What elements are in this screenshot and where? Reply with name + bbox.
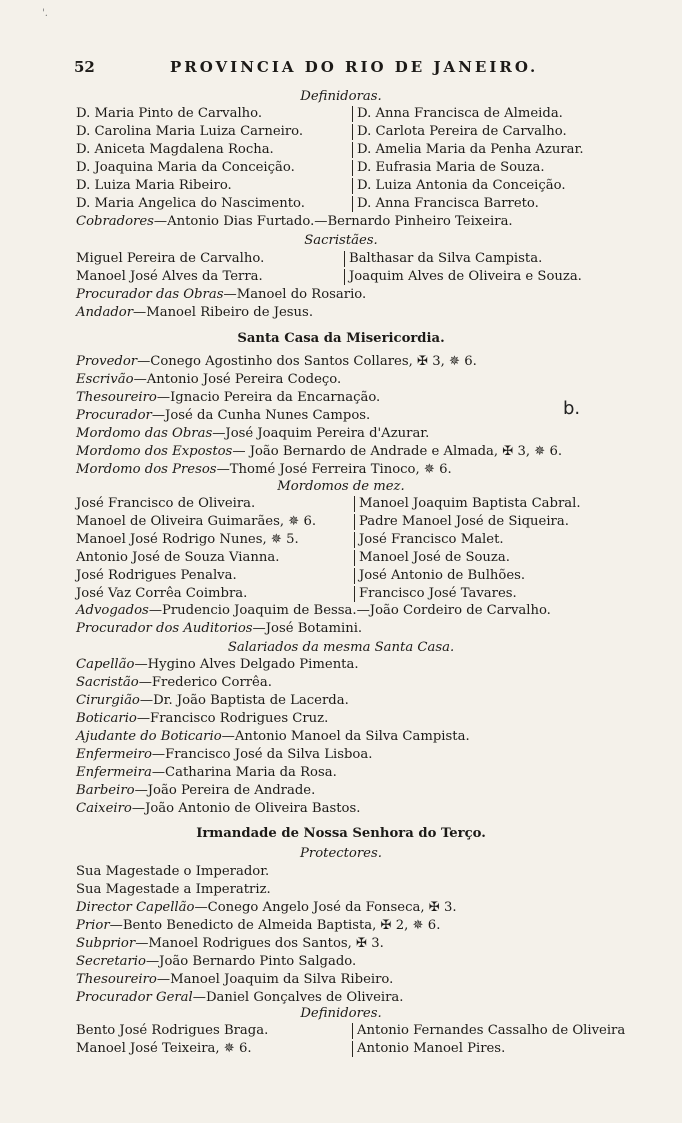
definidores-heading: Definidores. xyxy=(300,1006,382,1021)
salariados-heading: Salariados da mesma Santa Casa. xyxy=(227,640,455,655)
left-name: D. Joaquina Maria da Conceição. xyxy=(76,160,295,175)
salaried-line: Sacristão—Frederico Corrêa. xyxy=(76,675,272,690)
definidoras-heading: Definidoras. xyxy=(300,89,382,104)
definidoras-row xyxy=(76,142,656,158)
terco-heading: Irmandade de Nossa Senhora do Terço. xyxy=(196,826,486,841)
office-line: Thesoureiro—Manoel Joaquim da Silva Ribeiro. xyxy=(76,972,394,987)
page-title: PROVINCIA DO RIO DE JANEIRO. xyxy=(170,58,539,76)
right-name: D. Anna Francisca Barreto. xyxy=(352,196,539,212)
mordomos-row xyxy=(76,550,656,566)
sacristaes-row xyxy=(76,251,656,267)
left-name: Manoel José Rodrigo Nunes, ✵ 5. xyxy=(76,532,299,547)
right-name: Manoel Joaquim Baptista Cabral. xyxy=(354,496,581,512)
corner-mark: '. xyxy=(42,8,48,19)
protector-line: Sua Magestade o Imperador. xyxy=(76,864,270,879)
left-name: Antonio José de Souza Vianna. xyxy=(76,550,280,565)
sacristaes-heading: Sacristães. xyxy=(304,233,378,248)
page-header xyxy=(74,58,634,80)
left-name: Bento José Rodrigues Braga. xyxy=(76,1023,269,1038)
salaried-line: Ajudante do Boticario—Antonio Manoel da Silva Campista. xyxy=(76,729,470,744)
left-name: D. Maria Pinto de Carvalho. xyxy=(76,106,263,121)
protectores-heading: Protectores. xyxy=(300,846,382,861)
left-name: José Rodrigues Penalva. xyxy=(76,568,237,583)
page-number: 52 xyxy=(74,58,95,76)
procurador-obras-line: Procurador das Obras—Manoel do Rosario. xyxy=(76,287,367,302)
left-name: D. Aniceta Magdalena Rocha. xyxy=(76,142,274,157)
left-name: D. Maria Angelica do Nascimento. xyxy=(76,196,305,211)
salaried-line: Boticario—Francisco Rodrigues Cruz. xyxy=(76,711,329,726)
andador-line: Andador—Manoel Ribeiro de Jesus. xyxy=(76,305,314,320)
office-line: Mordomo dos Expostos— João Bernardo de Andrade e Almada, ✠ 3, ✵ 6. xyxy=(76,444,563,459)
definidoras-row xyxy=(76,178,656,194)
definidores-row xyxy=(76,1023,656,1039)
right-name: José Antonio de Bulhões. xyxy=(354,568,525,584)
office-line: Thesoureiro—Ignacio Pereira da Encarnação. xyxy=(76,390,381,405)
right-name: Francisco José Tavares. xyxy=(354,586,517,602)
right-name: Manoel José de Souza. xyxy=(354,550,510,566)
right-name: D. Luiza Antonia da Conceição. xyxy=(352,178,566,194)
santa-casa-heading: Santa Casa da Misericordia. xyxy=(237,331,445,346)
right-name: Padre Manoel José de Siqueira. xyxy=(354,514,569,530)
left-name: José Vaz Corrêa Coimbra. xyxy=(76,586,248,601)
salaried-line: Barbeiro—João Pereira de Andrade. xyxy=(76,783,316,798)
right-name: Joaquim Alves de Oliveira e Souza. xyxy=(344,269,582,285)
sacristaes-row xyxy=(76,269,656,285)
right-name: Antonio Manoel Pires. xyxy=(352,1041,505,1057)
left-name: Manoel José Alves da Terra. xyxy=(76,269,263,284)
right-name: D. Carlota Pereira de Carvalho. xyxy=(352,124,567,140)
definidoras-row xyxy=(76,196,656,212)
office-line: Mordomo dos Presos—Thomé José Ferreira Tinoco, ✵ 6. xyxy=(76,462,452,477)
office-line: Procurador—José da Cunha Nunes Campos. xyxy=(76,408,371,423)
right-name: Antonio Fernandes Cassalho de Oliveira xyxy=(352,1023,625,1039)
salaried-line: Enfermeira—Catharina Maria da Rosa. xyxy=(76,765,337,780)
right-name: Balthasar da Silva Campista. xyxy=(344,251,542,267)
advogados-line: Advogados—Prudencio Joaquim de Bessa.—João Cordeiro de Carvalho. xyxy=(76,603,551,618)
mordomos-row xyxy=(76,514,656,530)
right-name: D. Amelia Maria da Penha Azurar. xyxy=(352,142,584,158)
left-name: Miguel Pereira de Carvalho. xyxy=(76,251,265,266)
office-line: Director Capellão—Conego Angelo José da Fonseca, ✠ 3. xyxy=(76,900,457,915)
office-line: Subprior—Manoel Rodrigues dos Santos, ✠ 3. xyxy=(76,936,384,951)
left-name: Manoel de Oliveira Guimarães, ✵ 6. xyxy=(76,514,317,529)
right-name: José Francisco Malet. xyxy=(354,532,504,548)
right-name: D. Anna Francisca de Almeida. xyxy=(352,106,563,122)
salaried-line: Enfermeiro—Francisco José da Silva Lisboa. xyxy=(76,747,373,762)
office-line: Procurador Geral—Daniel Gonçalves de Oliveira. xyxy=(76,990,404,1005)
left-name: Manoel José Teixeira, ✵ 6. xyxy=(76,1041,252,1056)
office-line: Prior—Bento Benedicto de Almeida Baptista, ✠ 2, ✵ 6. xyxy=(76,918,441,933)
office-line: Secretario—João Bernardo Pinto Salgado. xyxy=(76,954,357,969)
definidoras-row xyxy=(76,160,656,176)
mordomos-heading: Mordomos de mez. xyxy=(277,479,405,494)
left-name: D. Carolina Maria Luiza Carneiro. xyxy=(76,124,304,139)
definidoras-row xyxy=(76,124,656,140)
procurador-auditorios-line: Procurador dos Auditorios—José Botamini. xyxy=(76,621,363,636)
left-name: D. Luiza Maria Ribeiro. xyxy=(76,178,232,193)
mordomos-row xyxy=(76,532,656,548)
office-line: Escrivão—Antonio José Pereira Codeço. xyxy=(76,372,342,387)
mordomos-row xyxy=(76,568,656,584)
salaried-line: Capellão—Hygino Alves Delgado Pimenta. xyxy=(76,657,359,672)
salaried-line: Caixeiro—João Antonio de Oliveira Bastos. xyxy=(76,801,361,816)
protector-line: Sua Magestade a Imperatriz. xyxy=(76,882,271,897)
definidoras-row xyxy=(76,106,656,122)
cobradores-line: Cobradores—Antonio Dias Furtado.—Bernardo Pinheiro Teixeira. xyxy=(76,214,513,229)
definidores-row xyxy=(76,1041,656,1057)
handwritten-margin-note: b. xyxy=(563,398,581,419)
office-line: Mordomo das Obras—José Joaquim Pereira d'Azurar. xyxy=(76,426,430,441)
left-name: José Francisco de Oliveira. xyxy=(76,496,256,511)
mordomos-row xyxy=(76,496,656,512)
mordomos-row xyxy=(76,586,656,602)
right-name: D. Eufrasia Maria de Souza. xyxy=(352,160,545,176)
office-line: Provedor—Conego Agostinho dos Santos Collares, ✠ 3, ✵ 6. xyxy=(76,354,477,369)
salaried-line: Cirurgião—Dr. João Baptista de Lacerda. xyxy=(76,693,349,708)
